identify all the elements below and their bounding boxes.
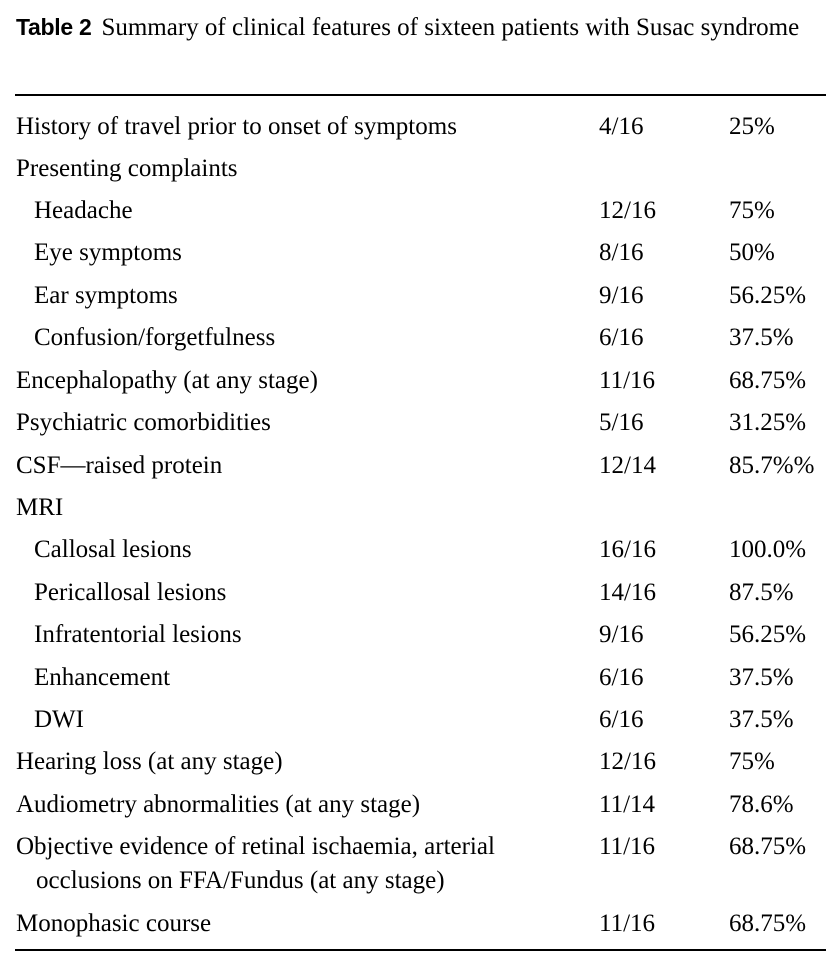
row-percent: 100.0% <box>729 536 807 563</box>
row-label: CSF—raised protein <box>16 452 223 479</box>
table-title: Summary of clinical features of sixteen patients with Susac syndrome <box>101 14 800 41</box>
row-count: 9/16 <box>599 621 644 648</box>
row-percent: 68.75% <box>729 367 807 394</box>
row-label: MRI <box>16 494 64 521</box>
row-count: 6/16 <box>599 706 644 733</box>
row-percent: 37.5% <box>729 664 794 691</box>
row-label: Psychiatric comorbidities <box>16 409 271 436</box>
row-percent: 68.75% <box>729 910 807 937</box>
row-percent: 37.5% <box>729 324 794 351</box>
row-label: Presenting complaints <box>16 155 238 182</box>
row-label: Ear symptoms <box>34 282 178 309</box>
row-count: 11/16 <box>599 833 656 860</box>
row-label: Callosal lesions <box>34 536 192 563</box>
row-percent: 25% <box>729 113 775 140</box>
row-percent: 75% <box>729 748 775 775</box>
row-count: 4/16 <box>599 113 644 140</box>
row-percent: 68.75% <box>729 833 807 860</box>
row-count: 6/16 <box>599 664 644 691</box>
row-label: History of travel prior to onset of symptoms <box>16 113 457 140</box>
row-label: Hearing loss (at any stage) <box>16 748 283 775</box>
row-count: 11/14 <box>599 791 656 818</box>
row-percent: 56.25% <box>729 282 807 309</box>
row-percent: 31.25% <box>729 409 807 436</box>
row-count: 11/16 <box>599 910 656 937</box>
row-label: Audiometry abnormalities (at any stage) <box>16 791 421 818</box>
row-count: 5/16 <box>599 409 644 436</box>
row-percent: 50% <box>729 239 775 266</box>
row-count: 14/16 <box>599 579 656 606</box>
row-percent: 78.6% <box>729 791 794 818</box>
row-label-continuation: occlusions on FFA/Fundus (at any stage) <box>36 867 445 894</box>
table-label: Table 2 <box>16 14 92 40</box>
row-percent: 85.7%% <box>729 452 815 479</box>
row-count: 11/16 <box>599 367 656 394</box>
row-label: Infratentorial lesions <box>34 621 242 648</box>
row-count: 6/16 <box>599 324 644 351</box>
row-label: Enhancement <box>34 664 171 691</box>
row-percent: 56.25% <box>729 621 807 648</box>
row-count: 9/16 <box>599 282 644 309</box>
row-count: 16/16 <box>599 536 656 563</box>
row-count: 12/16 <box>599 748 656 775</box>
row-label: Pericallosal lesions <box>34 579 227 606</box>
row-percent: 75% <box>729 197 775 224</box>
row-count: 12/14 <box>599 452 656 479</box>
row-label: Headache <box>34 197 133 224</box>
row-label: Monophasic course <box>16 910 212 937</box>
row-label: Objective evidence of retinal ischaemia, arterial <box>16 833 495 860</box>
row-percent: 87.5% <box>729 579 794 606</box>
row-label: Encephalopathy (at any stage) <box>16 367 318 394</box>
table-bottom-rule <box>15 949 826 951</box>
row-count: 8/16 <box>599 239 644 266</box>
row-percent: 37.5% <box>729 706 794 733</box>
row-label: DWI <box>34 706 84 733</box>
row-label: Confusion/forgetfulness <box>34 324 276 351</box>
row-count: 12/16 <box>599 197 656 224</box>
row-label: Eye symptoms <box>34 239 182 266</box>
